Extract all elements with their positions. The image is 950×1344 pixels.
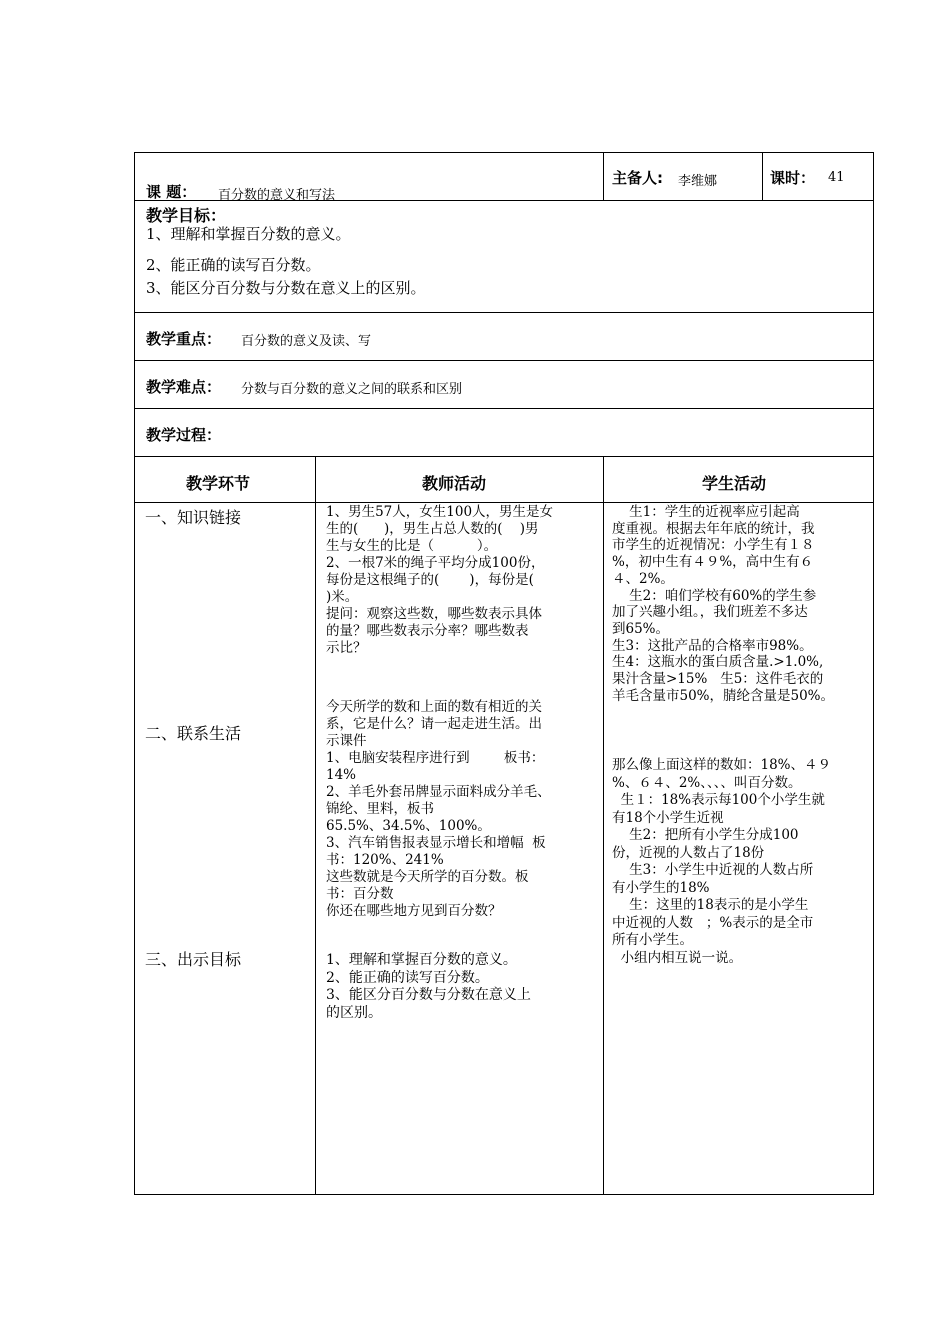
text-line: 生3：小学生中近视的人数占所 [612,862,814,878]
text-line: 到65%。 [612,620,670,637]
text-line: 生3：这批产品的合格率市98%。 [612,637,813,654]
text-line: 2、一根7米的绳子平均分成100份， [326,555,545,571]
text-line: 1、男生57人，女生100人，男生是女 [326,504,554,520]
teacher-activity-block [326,699,598,920]
text-line: 提问：观察这些数，哪些数表示具体 [326,606,542,622]
preparer-label: 主备人: [612,169,663,187]
text-line: 书：120%、241% [326,852,444,868]
text-line: 小组内相互说一说。 [612,949,743,966]
text-line: 示比？ [326,640,367,656]
text-line: 生与女生的比是（ ）。 [326,538,498,554]
col-divider [603,152,604,201]
text-line: 每份是这根绳子的( )，每份是( [326,572,534,588]
row-divider [134,456,874,457]
text-line: 系，它是什么？请一起走进生活。出 [326,716,542,732]
col-divider [603,456,604,1195]
process-label: 教学过程： [146,426,222,444]
topic-value: 百分数的意义和写法 [218,188,336,203]
text-line: 1、理解和掌握百分数的意义。 [326,952,517,968]
text-line: 书：百分数 [326,886,394,902]
text-line: 生4：这瓶水的蛋白质含量.>1.0%, [612,654,824,671]
text-line: 14% [326,767,357,783]
col-divider [762,152,763,201]
text-line: 中近视的人数 ；%表示的是全市 [612,914,814,931]
text-line: 65.5%、34.5%、100%。 [326,818,491,834]
row-divider [134,408,874,409]
text-line: 的量？哪些数表示分率？哪些数表 [326,623,529,639]
column-header-stage: 教学环节 [186,474,251,493]
text-line: 示课件 [326,733,367,749]
text-line: 今天所学的数和上面的数有相近的关 [326,699,542,715]
stage-label: 三、出示目标 [145,950,242,969]
text-line: 份，近视的人数占了18份 [612,844,765,861]
text-line: 3、能区分百分数与分数在意义上 [326,987,531,1003]
text-line: 2、能正确的读写百分数。 [326,969,489,986]
preparer-value: 李维娜 [678,174,718,189]
row-divider [134,502,874,503]
text-line: 这些数就是今天所学的百分数。板 [326,869,529,885]
objective-item: 2、能正确的读写百分数。 [146,256,321,274]
text-line: 2、羊毛外套吊牌显示面料成分羊毛、 [326,784,551,800]
text-line: 生2：咱们学校有60%的学生参 [612,587,817,604]
text-line: 的区别。 [326,1004,382,1021]
key-point-label: 教学重点： [146,330,222,348]
col-divider [315,456,316,1195]
text-line: 有小学生的18% [612,879,710,896]
text-line: 锦纶、里料，板书 [326,801,434,817]
text-line: 那么像上面这样的数如：18%、４９ [612,757,832,773]
column-header-student: 学生活动 [702,474,767,493]
text-line: 3、汽车销售报表显示增长和增幅 板 [326,835,546,851]
period-value: 41 [828,170,845,185]
text-line: 市学生的近视情况：小学生有１８ [612,537,815,554]
student-activity-block [612,757,868,967]
key-point-value: 百分数的意义及读、写 [241,334,372,349]
row-divider [134,312,874,313]
text-line: 生的( )，男生占总人数的( )男 [326,521,539,537]
text-line: 生：这里的18表示的是小学生 [612,897,809,913]
difficulty-value: 分数与百分数的意义之间的联系和区别 [241,382,463,397]
text-line: 羊毛含量市50%，腈纶含量是50%。 [612,687,835,704]
objective-item: 3、能区分百分数与分数在意义上的区别。 [146,279,426,297]
text-line: 生1：学生的近视率应引起高 [612,504,800,520]
stage-label: 一、知识链接 [145,508,242,527]
topic-label: 课 题： [146,183,197,201]
text-line: 所有小学生。 [612,932,693,948]
text-line: 加了兴趣小组。，我们班差不多达 [612,604,808,621]
stage-label: 二、联系生活 [145,724,242,743]
text-line: 生１：18%表示每100个小学生就 [612,792,825,808]
text-line: %、６４、2%、、、、叫百分数。 [612,774,802,791]
text-line: 你还在哪些地方见到百分数？ [326,903,502,919]
objective-item: 1、理解和掌握百分数的意义。 [146,225,351,243]
row-divider [134,360,874,361]
text-line: %，初中生有４９%，高中生有６ [612,554,814,571]
text-line: 生2：把所有小学生分成100 [612,827,799,843]
column-header-teacher: 教师活动 [422,474,487,493]
text-line: 有18个小学生近视 [612,809,724,826]
teacher-activity-block [326,952,598,1022]
text-line: 度重视。根据去年年底的统计，我 [612,520,815,537]
period-label: 课时： [770,169,816,187]
teacher-activity-block [326,504,598,657]
text-line: 1、电脑安装程序进行到 板书： [326,750,545,766]
difficulty-label: 教学难点： [146,378,222,396]
student-activity-block [612,504,868,704]
text-line: 果汁含量>15% 生5：这件毛衣的 [612,671,824,688]
text-line: ４、2%。 [612,570,674,587]
objectives-label: 教学目标： [146,206,227,225]
text-line: )米。 [326,589,359,605]
